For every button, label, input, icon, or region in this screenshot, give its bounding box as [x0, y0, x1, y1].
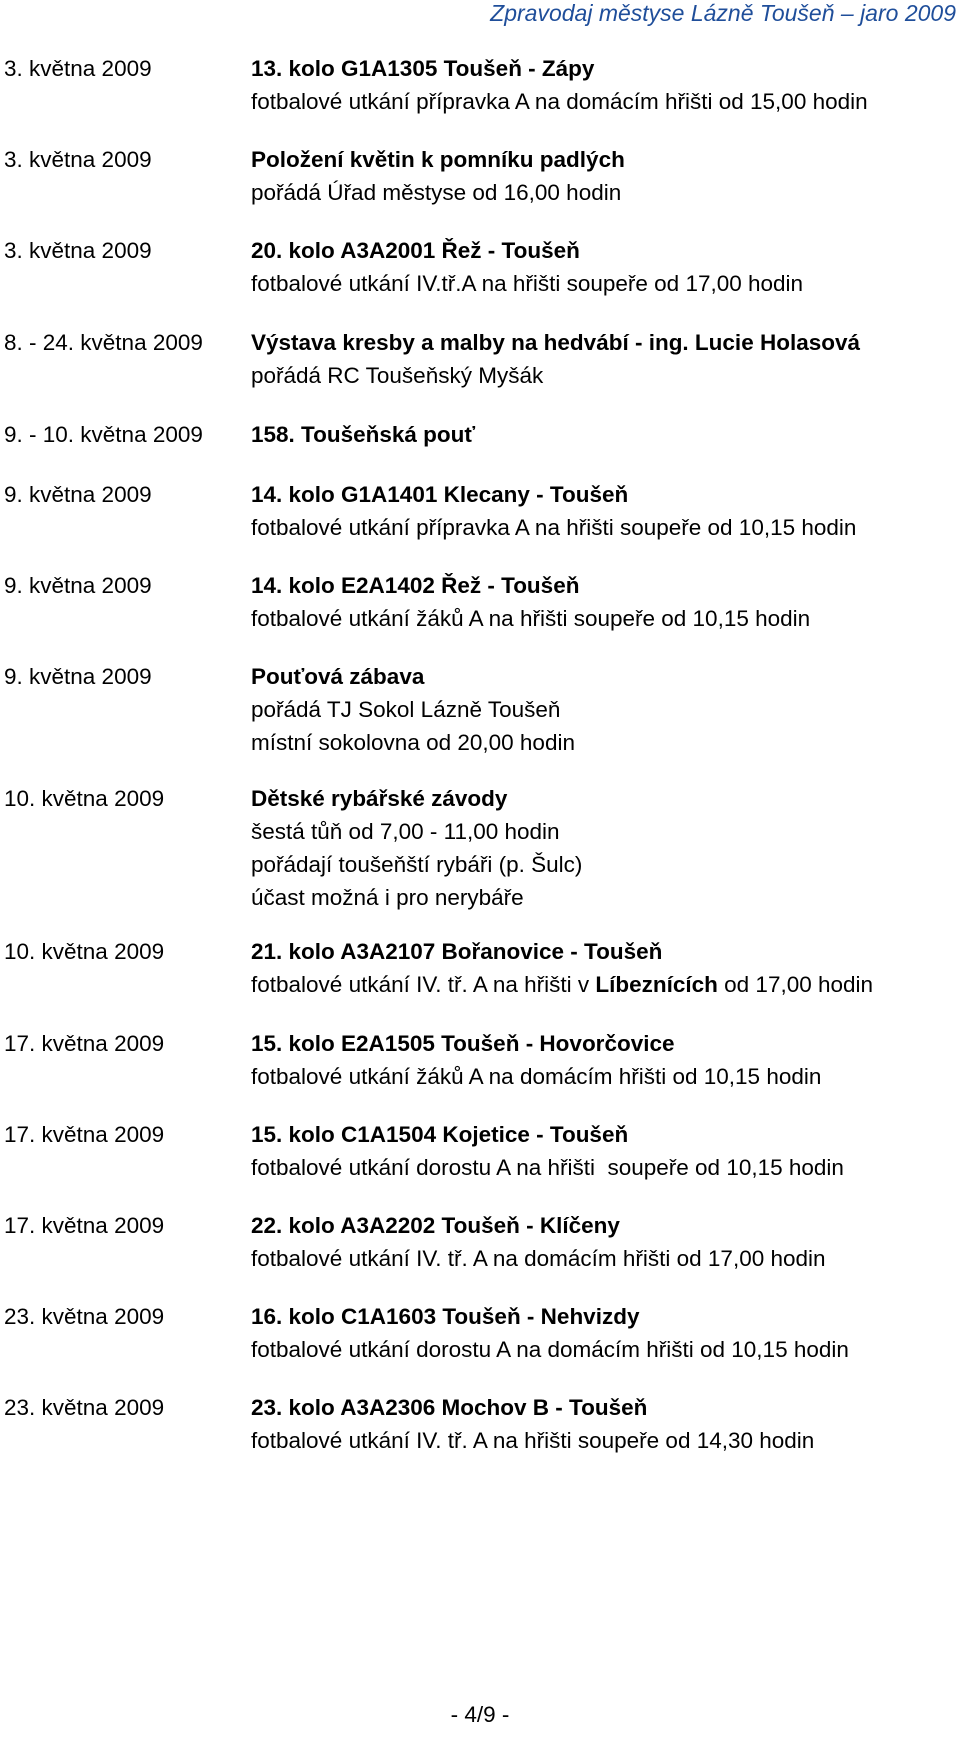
event-date: 3. května 2009	[4, 147, 152, 172]
event-title: 13. kolo G1A1305 Toušeň - Zápy	[251, 56, 595, 81]
event-date: 9. května 2009	[4, 482, 152, 507]
event-date: 3. května 2009	[4, 238, 152, 263]
event-content	[251, 569, 810, 635]
event-detail: fotbalové utkání dorostu A na hřišti soupeře od 10,15 hodin	[251, 1155, 844, 1180]
event-location-emphasis: Líbeznících	[595, 972, 718, 997]
event-title: Pouťová zábava	[251, 664, 425, 689]
event-detail: fotbalové utkání IV.tř.A na hřišti soupeře od 17,00 hodin	[251, 271, 804, 296]
event-content	[251, 52, 868, 118]
event-date: 3. května 2009	[4, 56, 152, 81]
event-detail-part: fotbalové utkání IV. tř. A na hřišti v	[251, 972, 596, 997]
event-date: 17. května 2009	[4, 1122, 165, 1147]
event-date: 23. května 2009	[4, 1395, 165, 1420]
event-detail: šestá tůň od 7,00 - 11,00 hodin	[251, 819, 560, 844]
event-date: 23. května 2009	[4, 1304, 165, 1329]
event-title: 21. kolo A3A2107 Bořanovice - Toušeň	[251, 939, 663, 964]
event-date: 10. května 2009	[4, 939, 165, 964]
event-content	[251, 478, 856, 544]
event-content	[251, 1300, 849, 1366]
event-title: 16. kolo C1A1603 Toušeň - Nehvizdy	[251, 1304, 640, 1329]
event-title: 14. kolo G1A1401 Klecany - Toušeň	[251, 482, 629, 507]
event-content	[251, 234, 803, 300]
event-title: 23. kolo A3A2306 Mochov B - Toušeň	[251, 1395, 648, 1420]
event-content	[251, 660, 575, 759]
event-detail: pořádá Úřad městyse od 16,00 hodin	[251, 180, 622, 205]
page-number: - 4/9 -	[450, 1702, 510, 1727]
event-date: 9. května 2009	[4, 664, 152, 689]
event-detail: fotbalové utkání přípravka A na hřišti soupeře od 10,15 hodin	[251, 515, 857, 540]
event-content	[251, 1209, 826, 1275]
event-detail: pořádají toušeňští rybáři (p. Šulc)	[251, 852, 583, 877]
event-title: 22. kolo A3A2202 Toušeň - Klíčeny	[251, 1213, 620, 1238]
event-detail: fotbalové utkání IV. tř. A na domácím hřišti od 17,00 hodin	[251, 1246, 826, 1271]
event-detail: fotbalové utkání žáků A na hřišti soupeře od 10,15 hodin	[251, 606, 811, 631]
event-detail-part: od 17,00 hodin	[717, 972, 874, 997]
event-detail: místní sokolovna od 20,00 hodin	[251, 730, 575, 755]
event-detail: fotbalové utkání dorostu A na domácím hřišti od 10,15 hodin	[251, 1337, 849, 1362]
event-title: 14. kolo E2A1402 Řež - Toušeň	[251, 573, 580, 598]
event-content	[251, 326, 860, 392]
event-title: 15. kolo C1A1504 Kojetice - Toušeň	[251, 1122, 629, 1147]
event-date: 17. května 2009	[4, 1213, 165, 1238]
event-detail: pořádá RC Toušeňský Myšák	[251, 363, 544, 388]
event-content	[251, 418, 475, 451]
event-title: 158. Toušeňská pouť	[251, 422, 476, 447]
event-content	[251, 1118, 844, 1184]
newsletter-header: Zpravodaj městyse Lázně Toušeň – jaro 2009	[490, 0, 956, 26]
event-title: 20. kolo A3A2001 Řež - Toušeň	[251, 238, 580, 263]
event-content	[251, 782, 582, 914]
event-title: 15. kolo E2A1505 Toušeň - Hovorčovice	[251, 1031, 675, 1056]
event-content	[251, 1027, 821, 1093]
event-detail: účast možná i pro nerybáře	[251, 885, 524, 910]
event-title: Položení květin k pomníku padlých	[251, 147, 625, 172]
event-date: 17. května 2009	[4, 1031, 165, 1056]
event-title: Výstava kresby a malby na hedvábí - ing. Lucie Holasová	[251, 330, 860, 355]
event-content	[251, 1391, 814, 1457]
event-content	[251, 143, 625, 209]
event-title: Dětské rybářské závody	[251, 786, 508, 811]
event-content	[251, 935, 873, 1001]
event-detail	[251, 968, 873, 1001]
event-detail: fotbalové utkání IV. tř. A na hřišti soupeře od 14,30 hodin	[251, 1428, 815, 1453]
event-detail: fotbalové utkání přípravka A na domácím hřišti od 15,00 hodin	[251, 89, 868, 114]
event-date: 8. - 24. května 2009	[4, 330, 203, 355]
event-date: 9. - 10. května 2009	[4, 422, 203, 447]
event-detail: fotbalové utkání žáků A na domácím hřišti od 10,15 hodin	[251, 1064, 822, 1089]
event-detail: pořádá TJ Sokol Lázně Toušeň	[251, 697, 561, 722]
event-date: 9. května 2009	[4, 573, 152, 598]
event-date: 10. května 2009	[4, 786, 165, 811]
